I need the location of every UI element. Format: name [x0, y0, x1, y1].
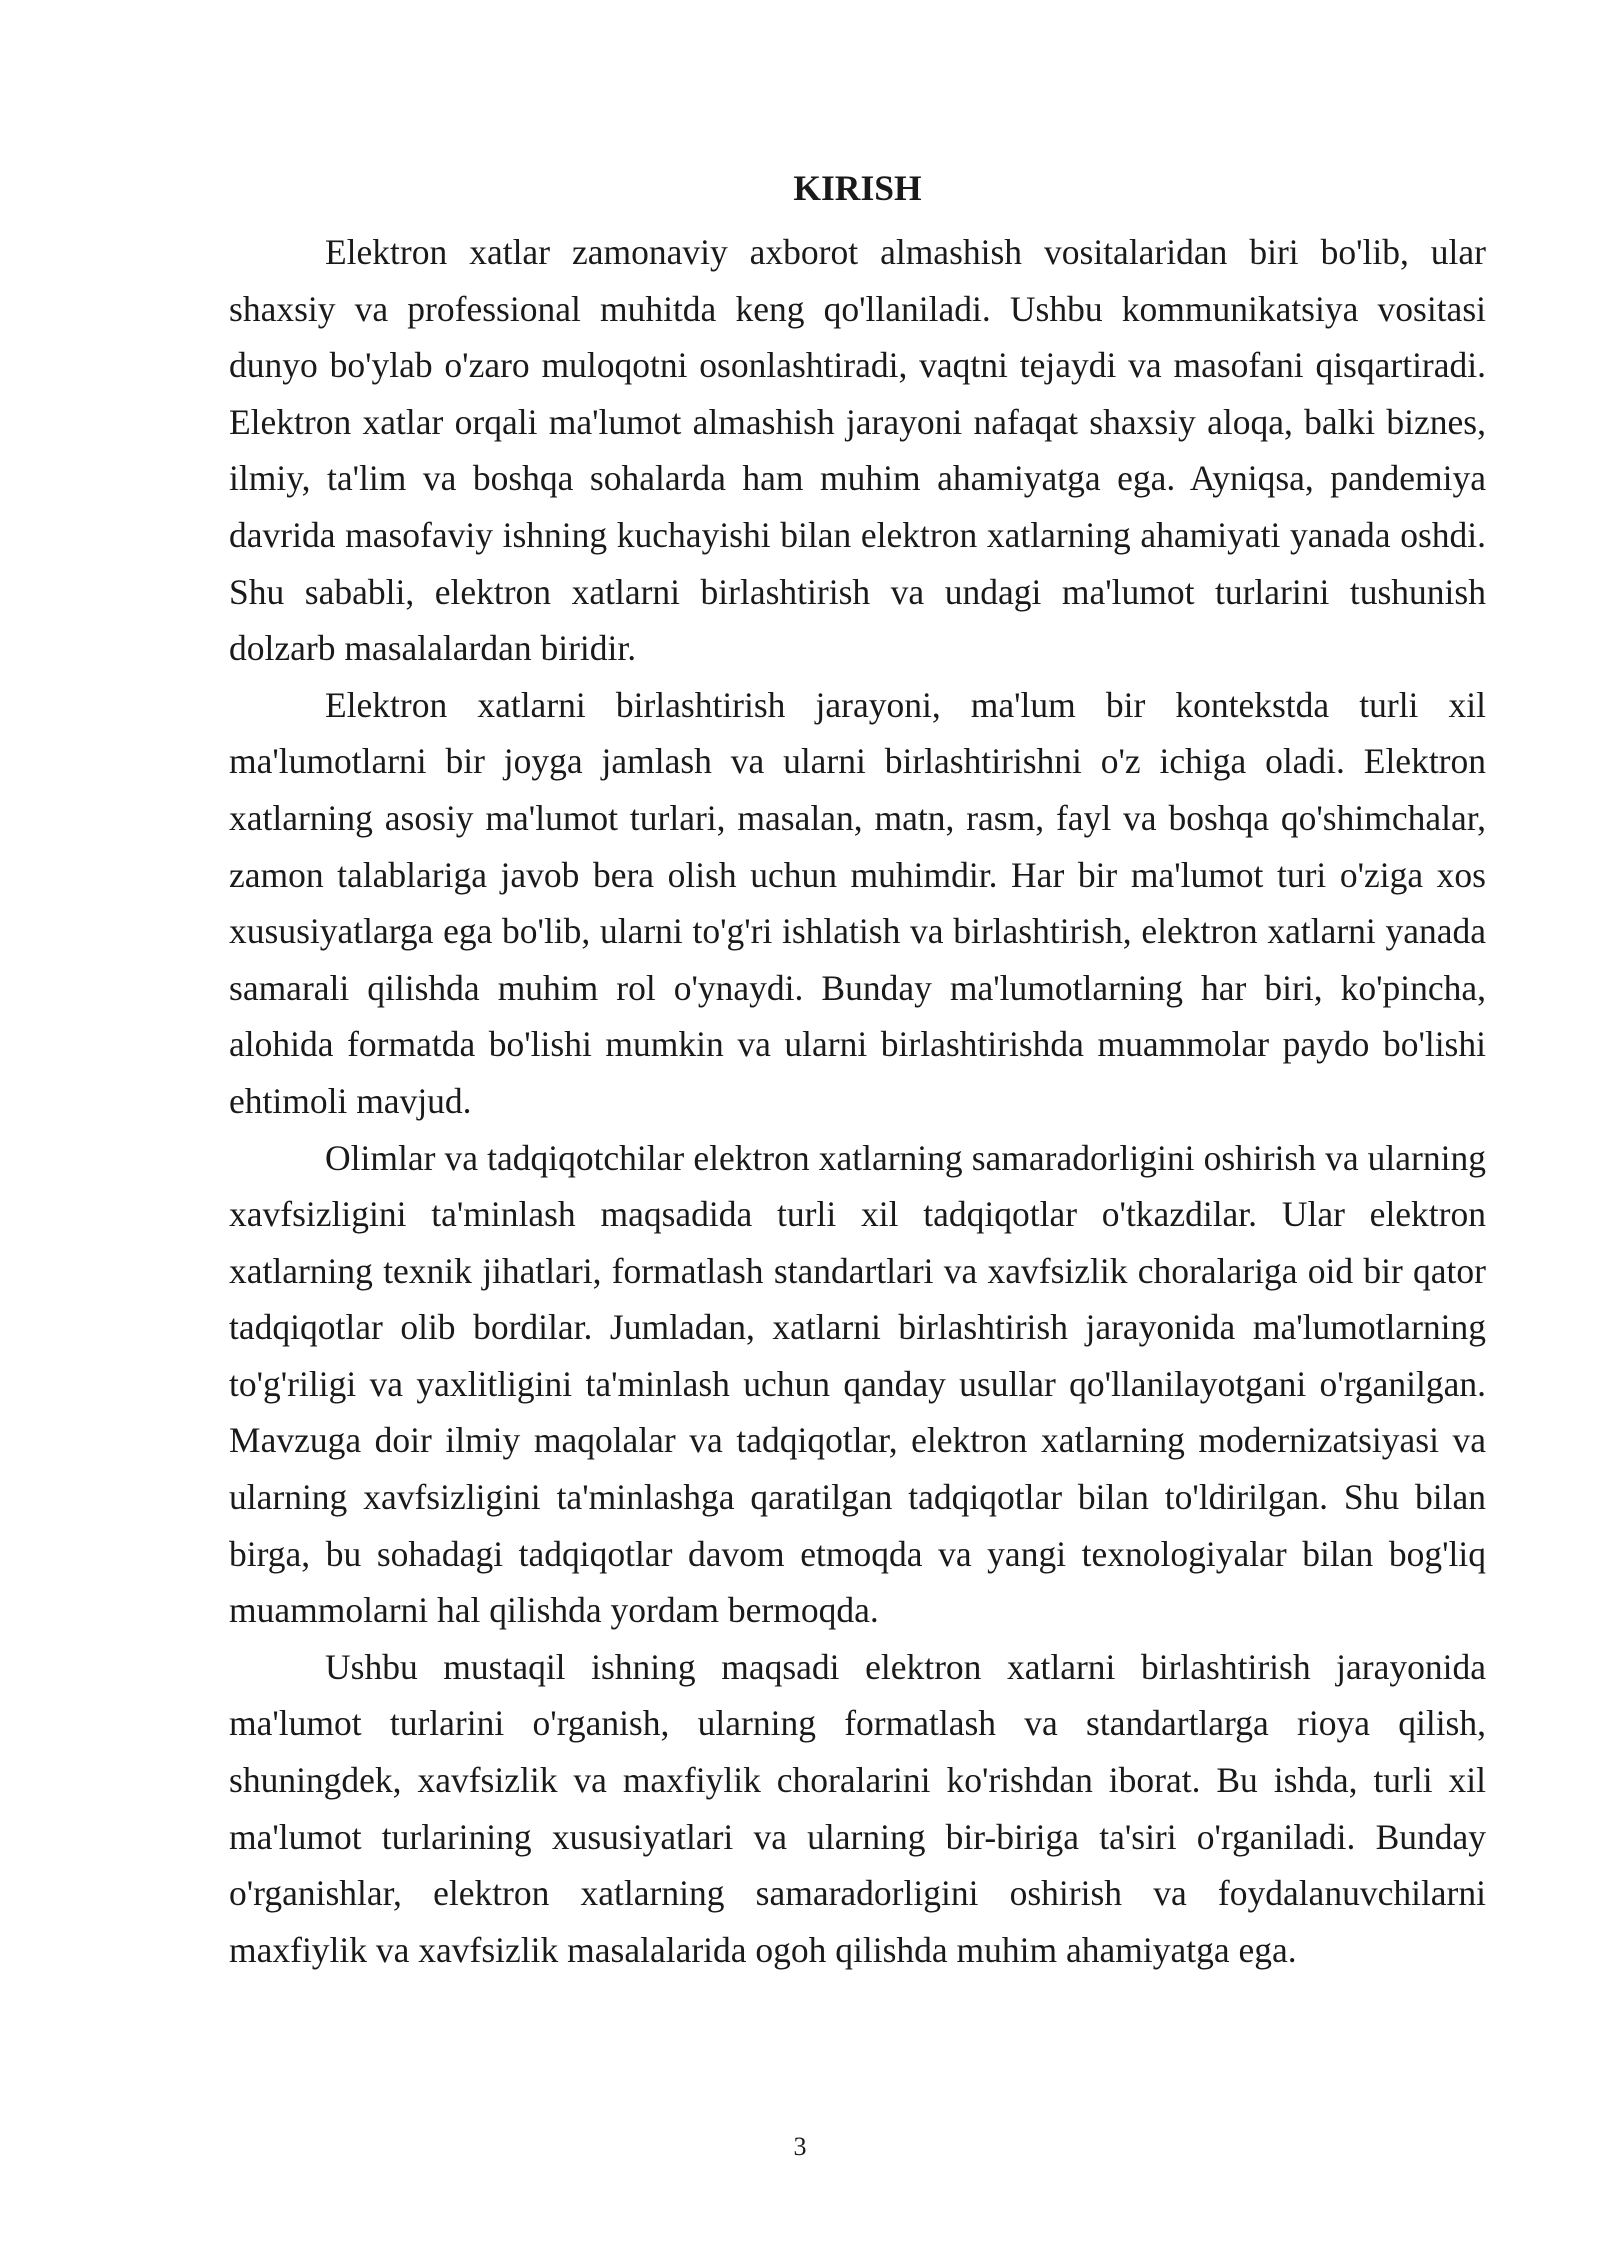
paragraph-3: Olimlar va tadqiqotchilar elektron xatlarning samaradorligini oshirish va ularning xavfsizligini ta'minlash maqsadida turli xil tadqiqotlar o'tkazdilar. Ular elektron xatlarning texnik jihatlari, formatlash standartlari va xavfsizlik choralariga oid bir qator tadqiqotlar olib bordilar. Jumladan, xatlarni birlashtirish jarayonida ma'lumotlarning to'g'riligi va yaxlitligini ta'minlash uchun qanday usullar qo'llanilayotgani o'rganilgan. Mavzuga doir ilmiy maqolalar va tadqiqotlar, elektron xatlarning modernizatsiyasi va ularning xavfsizligini ta'minlashga qaratilgan tadqiqotlar bilan to'ldirilgan. Shu bilan birga, bu sohadagi tadqiqotlar davom etmoqda va yangi texnologiyalar bilan bog'liq muammolarni hal qilishda yordam bermoqda. [229, 1137, 1486, 1631]
page-title: KIRISH [793, 168, 922, 208]
paragraph-4: Ushbu mustaqil ishning maqsadi elektron xatlarni birlashtirish jarayonida ma'lumot turlarini o'rganish, ularning formatlash va standartlarga rioya qilish, shuningdek, xavfsizlik va maxfiylik choralarini ko'rishdan iborat. Bu ishda, turli xil ma'lumot turlarining xususiyatlari va ularning bir-biriga ta'siri o'rganiladi. Bunday o'rganishlar, elektron xatlarning samaradorligini oshirish va foydalanuvchilarni maxfiylik va xavfsizlik masalalarida ogoh qilishda muhim ahamiyatga ega. [229, 1646, 1486, 1970]
page-content [229, 160, 1486, 1978]
paragraph-1: Elektron xatlar zamonaviy axborot almashish vositalaridan biri bo'lib, ular shaxsiy va professional muhitda keng qo'llaniladi. Ushbu kommunikatsiya vositasi dunyo bo'ylab o'zaro muloqotni osonlashtiradi, vaqtni tejaydi va masofani qisqartiradi. Elektron xatlar orqali ma'lumot almashish jarayoni nafaqat shaxsiy aloqa, balki biznes, ilmiy, ta'lim va boshqa sohalarda ham muhim ahamiyatga ega. Ayniqsa, pandemiya davrida masofaviy ishning kuchayishi bilan elektron xatlarning ahamiyati yanada oshdi. Shu sababli, elektron xatlarni birlashtirish va undagi ma'lumot turlarini tushunish dolzarb masalalardan biridir. [229, 232, 1486, 669]
page-number: 3 [793, 2132, 807, 2161]
paragraph-2: Elektron xatlarni birlashtirish jarayoni, ma'lum bir kontekstda turli xil ma'lumotlarni bir joyga jamlash va ularni birlashtirishni o'z ichiga oladi. Elektron xatlarning asosiy ma'lumot turlari, masalan, matn, rasm, fayl va boshqa qo'shimchalar, zamon talablariga javob bera olish uchun muhimdir. Har bir ma'lumot turi o'ziga xos xususiyatlarga ega bo'lib, ularni to'g'ri ishlatish va birlashtirish, elektron xatlarni yanada samarali qilishda muhim rol o'ynaydi. Bunday ma'lumotlarning har biri, ko'pincha, alohida formatda bo'lishi mumkin va ularni birlashtirishda muammolar paydo bo'lishi ehtimoli mavjud. [229, 684, 1486, 1121]
